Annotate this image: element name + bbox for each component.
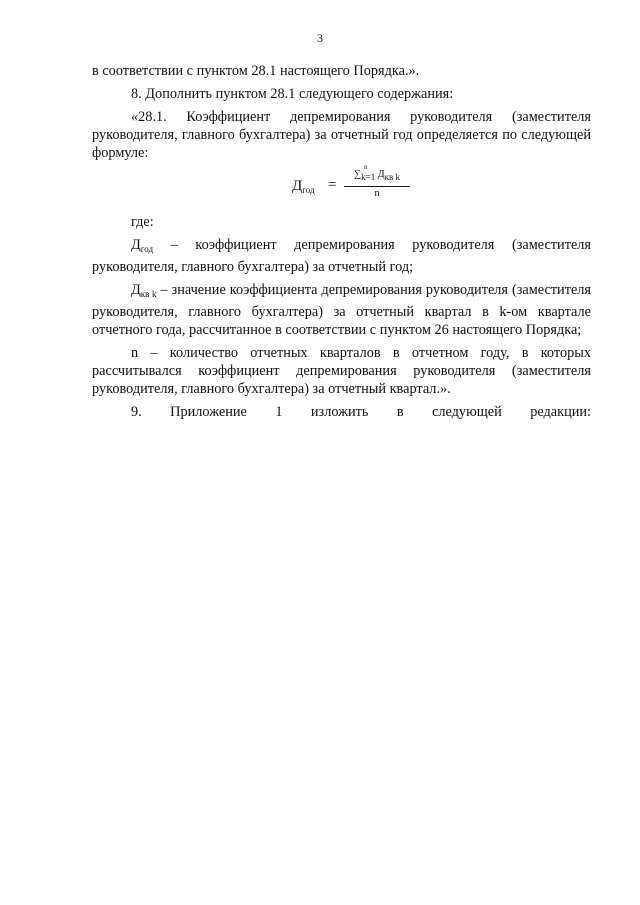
paragraph-item-9: 9. Приложение 1 изложить в следующей редакции: [131,404,591,420]
sum-upper-limit: n [364,163,368,171]
formula-numerator: ∑ n k=1 Дкв k [344,167,410,187]
page-number: 3 [317,31,323,45]
paragraph-continuation: в соответствии с пунктом 28.1 настоящего Порядка.». [92,63,420,79]
formula-lhs: $Д_{год}$ [292,178,315,195]
formula-fraction [344,163,410,201]
definition-d-year: $Д_{год}$ – коэффициент депремирования руководителя (заместителя руководителя, главного бухгалтера) за отчетный год; [92,237,591,275]
paragraph-28-1: «28.1. Коэффициент депремирования руководителя (заместителя руководителя, главного бухгалтера) за отчетный год определяется по следующей формуле: [92,109,591,161]
where-label: где: [131,214,154,230]
sum-sign: ∑ [354,169,362,180]
document-body [92,62,591,426]
formula-equals: = [328,177,337,193]
formula-block [92,163,591,211]
definition-n: n – количество отчетных кварталов в отчетном году, в которых рассчитывался коэффициент депремирования руководителя (заместителя руководителя, главного бухгалтера) за отчетный квартал.». [92,345,591,397]
formula-denominator: n [374,188,380,199]
sum-lower-limit: k=1 [361,172,376,182]
paragraph-item-8: 8. Дополнить пунктом 28.1 следующего содержания: [131,86,454,102]
definition-d-quarter: $Д_{кв k}$ – значение коэффициента депремирования руководителя (заместителя руководителя, главного бухгалтера) за отчетный квартал в k-ом квартале отчетного года, рассчитанное в соответствии с пунктом 26 настоящего Порядка; [92,282,591,338]
